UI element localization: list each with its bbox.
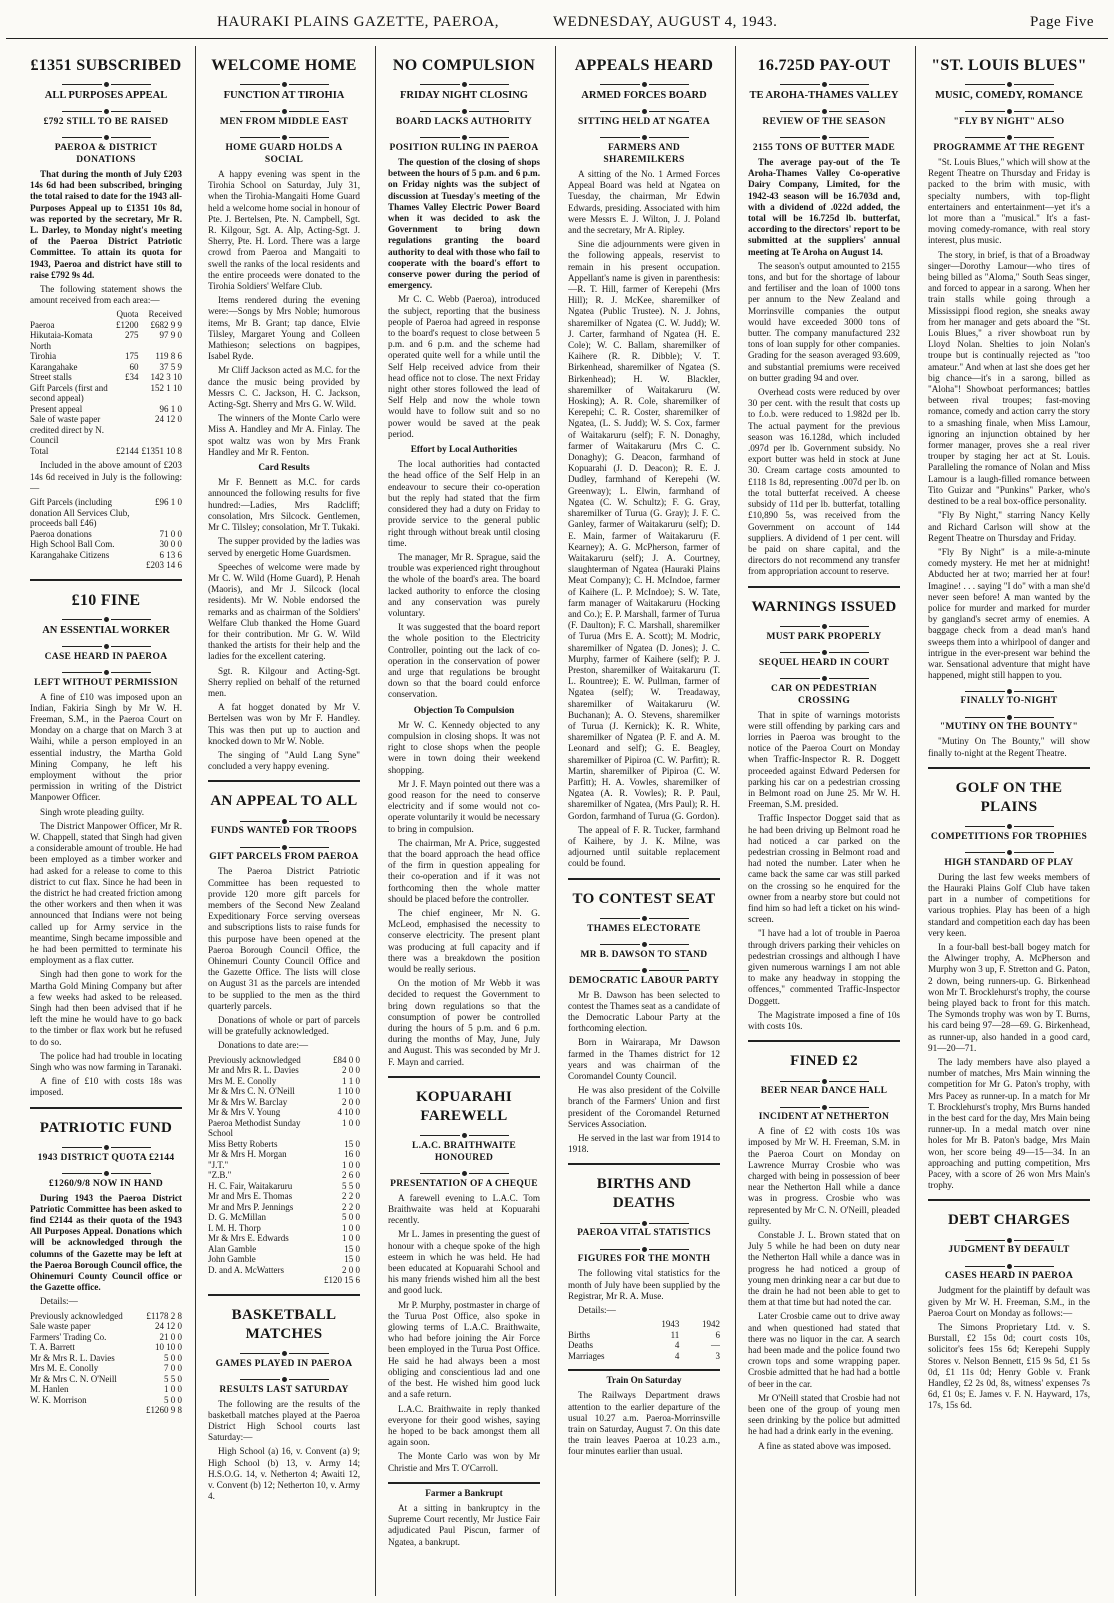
ornament [568, 939, 720, 945]
table-row: Mr and Mrs P. Jennings 2 2 0 [208, 1201, 360, 1212]
ornament [568, 79, 720, 85]
subhead: DEMOCRATIC LABOUR PARTY [568, 975, 720, 986]
ornament [208, 815, 360, 821]
paragraph: High School (a) 16, v. Convent (a) 9; High School (b) 13, v. Army 14; H.S.O.G. 14, v. Netherton 4; Awaiti 12, v. Convent (b) 12; Netherton 10, v. Army 4. [208, 1446, 360, 1502]
headline: DEBT CHARGES [947, 1212, 1071, 1229]
paragraph: Constable J. L. Brown stated that on July 5 while he had been on duty near the Netherton Hall while a dance was in progress he had noticed a group of young men drinking near a car but due to the drain he had not been able to get to them at that time but had noted the car. [748, 1230, 900, 1308]
subhead: FINALLY TO-NIGHT [960, 696, 1058, 707]
subhead: HOME GUARD HOLDS A SOCIAL [225, 143, 343, 165]
table-row: Mr & Mrs V. Young 4 10 0 [208, 1107, 360, 1118]
column-3 [388, 46, 540, 1598]
paragraph: "Fly By Night" is a mile-a-minute comedy mystery. He met her at midnight! Abducted her at two; married her at four! Imagine! . . . saying "I do" with a man she'd never seen before! A man wanted by the police for murder and marked for murder by gangland's secret army of enemies. A baggage check from a dead man's hand sweeps them into a whirlpool of danger and intrigue in the ever-present war behind the war. Sensational adventure that might have happened, might still happen to you. [928, 546, 1090, 681]
paragraph: The singing of "Auld Lang Syne" concluded a very happy evening. [208, 749, 360, 772]
table-row: M. Hanlen 1 0 0 [30, 1384, 182, 1395]
paragraph: The police had had trouble in locating Singh who was now farming in Taranaki. [30, 1050, 182, 1073]
article-separator [208, 1294, 360, 1296]
table-row: High School Ball Com. 30 0 0 [30, 539, 182, 550]
paragraph: "St. Louis Blues," which will show at the Regent Theatre on Thursday and Friday is packed to the brim with music, with specialty numbers, with top-flight entertainers and entertainment—yet it's a lot more than a "musical." It's a fast-moving comedy-romance, with real story interest, plus music. [928, 157, 1090, 246]
subhead: GIFT PARCELS FROM PAEROA [209, 852, 359, 863]
ornament [748, 79, 900, 85]
ornament [748, 621, 900, 627]
subhead: INCIDENT AT NETHERTON [758, 1112, 890, 1123]
table-row: Present appeal 96 1 0 [30, 403, 182, 414]
table-row: D. and A. McWatters 2 0 0 [208, 1264, 360, 1275]
paragraph: Singh wrote pleading guilty. [40, 806, 145, 817]
ornament [30, 667, 182, 673]
ornament [30, 1168, 182, 1174]
ornament [388, 106, 540, 112]
paragraph: "Mutiny On The Bounty," will show finally to-night at the Regent Theatre. [928, 736, 1090, 758]
table-row: I. M. H. Thorp 1 0 0 [208, 1222, 360, 1233]
paragraph: A fat hogget donated by Mr V. Bertelsen was won by Mr F. Handley. This was then put up to auction and knocked down to Mr W. Noble. [208, 702, 360, 746]
paragraph: L.A.C. Braithwaite in reply thanked everyone for their good wishes, saying he hoped to be back amongst them all again soon. [388, 1403, 540, 1448]
paragraph: At a sitting in bankruptcy in the Supreme Court recently, Mr Justice Fair adjudicated Paul Piscun, farmer of Ngatea, a bankrupt. [388, 1502, 540, 1547]
lead-paragraph: That during the month of July £203 14s 6d had been subscribed, bringing the total raised to date for the 1943 all-Purposes Appeal up to £1351 10s 8d, was reported by the secretary, Mr R. L. Darley, to Monday night's meeting of the Paeroa District Patriotic Committee. To attain its quota for 1943, Paeroa and district have still to raise £792 9s 4d. [30, 169, 182, 280]
quota-table: Quota Received Paeroa £1200 £682 9 9 Hikutaia-Komata North 275 97 9 0 Tirohia 175 119 8 6 Karangahake 60 37 5 9 Street stalls £34 142 3 10 Gift Parcels (first and second appeal) 152 1 10 Present appeal 96 1 0 Sale of waste paper credited direct by N. Council 24 12 0 Total £2144 £1351 10 8 [30, 309, 182, 456]
ornament [928, 132, 1090, 138]
paragraph: Singh had then gone to work for the Martha Gold Mining Company but after a few weeks had asked to be released. Singh had then been advised that if he left the mine he would have to go back to the timber or flax work but he refused to do so. [30, 969, 182, 1047]
paragraph: Items rendered during the evening were:—Songs by Mrs Noble; humorous items, Mr B. Grant; tap dance, Elvie Tilsley, Margaret Young and Colleen Mathieson; selections on bagpipes, Isabel Ryde. [208, 295, 360, 362]
paragraph: Sine die adjournments were given in the following appeals, reservist to remain in his present occupation. Appellant's name is given in parenthesis:—R. T. Hill, farmer of Kerepehi (Mrs Hill); R. J. McKee, sharemilker of Ngatea (Public Trustee). N. J. Johns, sharemilker of Ngatea (C. W. Judd); W. J. Carter, farmhand of Ngatea (H. E. Cole); W. C. Ballam, sharemilker of Kaihere (R. R. Dibble); V. T. Birkenhead, sharemilker of Ngatea (S. Birkenhead); H. W. Blackler, sharemilker of Waitakaruru (W. Hosking); A. R. Cole, sharemilker of Kerepehi; C. R. Coster, sharemilker of Ngatea, (L. S. Judd); W. S. Cox, farmer of Waitakaruru (self); F. N. Donaghy, farmer of Waitakaruru (Mrs C. C. Donaghy); G. Deacon, farmhand of Kopuarahi (J. D. Deacon); R. E. J. Dudley, farmhand of Kerepehi (W. Greenway); L. Elwin, farmhand of Ngatea (C. W. Schultz); F. G. Gray, sharemilker of Turua (G. Gray); J. F. C. Ganley, farmer of Waitakaruru (self); D. E. Main, farmer of Waitakaruru (F. Kearney); A. G. McPherson, farmer of Waitakaruru (self); J. A. Courtney, slaughterman of Ngatea (Hauraki Plains Meat Company); C. H. McIndoe, farmer of Kaihere (L. P. McIndoe); S. W. Tate, farm manager of Waitakaruru (Hocking and Co.); E. P. Marshall, farmer of Turua (F. Daulton); F. C. Marshall, sharemilker of Turua (Mrs E. A. Scott); M. Modric, sharemilker of Ngatea (D. Jones); J. C. Murphy, farmer of Kaihere (self); P. J. Preston, sharemilker of Waitakaruru (T. L. Rountree); E. W. Pullman, farmer of Ngatea (self); W. Treadaway, sharemilker of Waitakaruru (W. Buchanan); A. O. Stevens, sharemilker of Turua (J. Kernick); K. R. White, sharemilker of Ngatea (P. F. and A. M. Leonard and self); G. E. Beagley, sharemilker of Pipiroa (C. W. Parfitt); R. Martin, sharemilker of Pipiroa (C. W. Parfitt); H. A. Vowles, sharemilker of Ngatea (A. R. Vowles); R. P. Paul, sharemilker of Ngatea, (Mrs Paul); R. H. Gordon, farmhand of Turua (G. Gordon). [568, 239, 720, 821]
ornament [208, 841, 360, 847]
ornament [388, 132, 540, 138]
ornament [748, 1101, 900, 1107]
paragraph: Mr J. F. Mayn pointed out there was a good reason for the need to conserve electricity and if some would not co-operate voluntarily it would be necessary to bring in compulsion. [388, 778, 540, 834]
subhead: CAR ON PEDESTRIAN CROSSING [771, 683, 877, 706]
ornament [30, 641, 182, 647]
table-row: Tirohia 175 119 8 6 [30, 351, 182, 362]
article-separator [388, 1482, 540, 1484]
table-row: "Z.B." 2 6 0 [208, 1170, 360, 1181]
subhead: LEFT WITHOUT PERMISSION [34, 677, 178, 688]
paragraph: During the last few weeks members of the Hauraki Plains Golf Club have taken part in a number of competitions for various trophies. Play has been of a high standard and competition each day has been very keen. [928, 871, 1090, 938]
paragraph: The Monte Carlo was won by Mr Christie and Mrs T. O'Carroll. [388, 1451, 540, 1473]
column-rule [735, 46, 736, 1596]
paragraph: The chairman, Mr A. Price, suggested that the board approach the head office of the firm in question appealing for their co-operation and if it was not forthcoming then the whole matter should be placed before the controller. [388, 837, 540, 904]
article-separator [568, 1163, 720, 1165]
table-row: Mr and Mrs E. Thomas 2 2 0 [208, 1191, 360, 1202]
paragraph: The lady members have also played a number of matches, Mrs Main winning the competition for Mr G. Paton's trophy, with Mrs Pacey as runner-up. In a match for Mr T. Brocklehurst's trophy, Mrs Burns handed in the best card for the day, Mrs Main being runner-up. In a medal match over nine holes for Mr B. Paton's badge, Mrs Main won, her score being 49—15—34. In an approaching and putting competition, Mrs Pacey, with a score of 26 won Mrs Main's trophy. [928, 1057, 1090, 1191]
paragraph: In a four-ball best-ball bogey match for the Alwinger trophy, A. McPherson and Murphy won 3 up, F. Stretton and G. Paton, 2 down, being runners-up. G. Birkenhead won Mr T. Brocklehurst's trophy, the course being played back to front for this match. The Symonds trophy was won by T. Burns, his card being 97—28—69. G. Birkenhead, as runner-up, also handed in a good card, 91—20—71. [928, 941, 1090, 1053]
ornament [748, 1075, 900, 1081]
headline: WELCOME HOME [211, 57, 357, 74]
paragraph: The manager, Mr R. Sprague, said the trouble was experienced right throughout the whole of the board's area. The board lacked authority to enforce the closing and any conservation was purely voluntary. [388, 551, 540, 618]
ornament [928, 821, 1090, 827]
ornament [748, 132, 900, 138]
table-row: John Gamble 15 0 [208, 1254, 360, 1265]
paragraph: On the motion of Mr Webb it was decided to request the Government to bring down regulations so that the consumption of power be controlled during the hours of 5 p.m. and 6 p.m. during the months of May, June, July and August. This was seconded by Mr J. F. Mayn and carried. [388, 978, 540, 1067]
table-row: Sale of waste paper credited direct by N. Council 24 12 0 [30, 414, 182, 446]
table-row: Gift Parcels (first and second appeal) 152 1 10 [30, 382, 182, 404]
issue-date: WEDNESDAY, AUGUST 4, 1943. [553, 14, 778, 30]
paragraph: A fine as stated above was imposed. [758, 1440, 891, 1451]
headline: TO CONTEST SEAT [572, 890, 716, 907]
table-row: Previously acknowledged £84 0 0 [208, 1054, 360, 1065]
section-subhead: Card Results [258, 462, 310, 473]
subhead: PAEROA & DISTRICT DONATIONS [54, 143, 158, 165]
article-separator [928, 767, 1090, 769]
paragraph: Judgment for the plaintiff by default was given by Mr W. H. Freeman, S.M., in the Paeroa Court on Monday as follows:— [928, 1285, 1090, 1318]
table-row: Mr & Mrs H. Morgan 16 0 [208, 1149, 360, 1160]
subhead: THAMES ELECTORATE [587, 923, 701, 934]
headline: BIRTHS AND DEATHS [596, 1176, 692, 1212]
paragraph: Donations to date are:— [218, 1040, 309, 1051]
headline: £10 FINE [71, 591, 141, 609]
subhead: ARMED FORCES BOARD [581, 90, 707, 101]
headline: PATRIOTIC FUND [39, 1119, 173, 1136]
subhead: FRIDAY NIGHT CLOSING [400, 90, 528, 101]
paragraph: Born in Wairarapa, Mr Dawson farmed in the Thames district for 12 years and was chairman of the Coromandel County Council. [568, 1037, 720, 1082]
headline: APPEALS HEARD [574, 57, 714, 74]
table-row: Sale waste paper 24 12 0 [30, 1321, 182, 1332]
table-row: W. K. Morrison 5 0 0 [30, 1394, 182, 1405]
subhead: MR B. DAWSON TO STAND [580, 949, 708, 960]
masthead [0, 0, 1114, 40]
table-row: Births 11 6 [568, 1329, 720, 1340]
ornament [928, 1234, 1090, 1240]
paragraph: He was also president of the Colville branch of the Farmers' Union and first president of the Coromandel Returned Services Association. [568, 1085, 720, 1129]
paragraph: During 1943 the Paeroa District Patriotic Committee has been asked to find £2144 as their quota of the 1943 All Purposes Appeal. Donations which will be acknowledged through the columns of the Gazette may be left at the Paeroa Borough Council office, the Ohinemuri County Council office or the Gazette office. [30, 1192, 182, 1293]
subhead: CASE HEARD IN PAEROA [44, 651, 168, 662]
paragraph: The Simons Proprietary Ltd. v. S. Burstall, £2 15s 0d; court costs 10s, solicitor's fees 15s 6d; Kerepehi Supply Stores v. Nelson Bennett, £15 9s 5d, £1 5s 0d, £1 11s 0d; Henry Goble v. Frank Handley, £2 2s 0d, 8s, witness' expenses 7s 6d, £1 0s; E. James v. F. N. Hayward, 17s, 17s, 15s 6d. [928, 1322, 1090, 1411]
subhead: FARMERS AND SHAREMILKERS [603, 143, 685, 165]
headline: "ST. LOUIS BLUES" [931, 57, 1087, 74]
headline: £1351 SUBSCRIBED [30, 57, 182, 74]
details-table [30, 1311, 182, 1416]
paragraph: A fine of £10 with costs 18s was imposed. [30, 1076, 182, 1098]
july-table [30, 497, 182, 571]
article-separator [748, 586, 900, 588]
table-row: Paeroa Methodist Sunday School 1 0 0 [208, 1117, 360, 1139]
subhead: SITTING HELD AT NGATEA [578, 117, 710, 127]
headline: BASKETBALL MATCHES [231, 1306, 337, 1342]
table-row: T. A. Barrett 10 10 0 [30, 1342, 182, 1353]
headline: AN APPEAL TO ALL [210, 793, 358, 810]
table-row: Mr & Mrs E. Edwards 1 0 0 [208, 1233, 360, 1244]
paragraph: Speeches of welcome were made by Mr C. W. Wild (Home Guard), P. Henah (Maoris), and Mr J. Silcock (local residents). Mr W. Noble endorsed the remarks and as chairman of the Soldiers' Welfare Club thanked the Home Guard for their contribution. Mr G. W. Wild thanked the artists for their help and the ladies for the excellent catering. [208, 561, 360, 662]
column-5 [748, 46, 900, 1598]
subhead: BOARD LACKS AUTHORITY [395, 117, 533, 127]
table-row: Karangahake 60 37 5 9 [30, 361, 182, 372]
ornament [208, 1374, 360, 1380]
paragraph: The chief engineer, Mr N. G. McLeod, emphasised the necessity to conserve electricity. The present plant was producing at full capacity and if there was a breakdown the position would be really serious. [388, 908, 540, 975]
column-2 [208, 46, 360, 1598]
ornament [30, 79, 182, 85]
paragraph: "I have had a lot of trouble in Paeroa through drivers parking their vehicles on pedestrian crossings and although I have given numerous warnings I am not able to make any headway in stopping the offences," commented Traffic-Inspector Doggett. [748, 928, 900, 1006]
table-row: Paeroa donations 71 0 0 [30, 528, 182, 539]
paragraph: That in spite of warnings motorists were still offending by parking cars and lorries in Paeroa was brought to the notice of the Paeroa Court on Monday when Traffic-Inspector R. R. Doggett proceeded against Edward Pedersen for parking his car on a pedestrian crossing in Belmont road on June 25. Mr W. H. Freeman, S.M. presided. [748, 709, 900, 810]
subhead: HIGH STANDARD OF PLAY [944, 857, 1074, 868]
article-separator [568, 878, 720, 880]
table-row: H. C. Fair, Waitakaruru 5 5 0 [208, 1180, 360, 1191]
paragraph: Mr Cliff Jackson acted as M.C. for the dance the music being provided by Messrs C. C. Jackson, H. C. Jackson, Acting-Sgt. Sherry and Mrs G. W. Wild. [208, 365, 360, 410]
headline: NO COMPULSION [392, 57, 536, 74]
paragraph: A sitting of the No. 1 Armed Forces Appeal Board was held at Ngatea on Tuesday, the chairman, Mr Edwin Edwards, presiding. Associated with him were Messrs E. J. Wilton, J. J. Poland and the secretary, Mr A. Ripley. [568, 169, 720, 236]
table-row: Mrs M. E. Conolly 7 0 0 [30, 1363, 182, 1374]
table-row: Alan Gamble 15 0 [208, 1243, 360, 1254]
paragraph: A happy evening was spent in the Tirohia School on Saturday, July 31, when the Tirohia-Mangaiti Home Guard held a welcome home social in honour of Pte. J. Bertelsen, Pte. N. Campbell, Sgt. R. Kilgour, Sgt. A. Alp, Acting-Sgt. J. Sherry, Pte. H. Lord. There was a large crowd from Paeroa and Mangaiti to swell the ranks of the local residents and the entire proceeds were donated to the Tirohia Soldiers' Welfare Club. [208, 169, 360, 292]
article-separator [388, 1076, 540, 1078]
ornament [568, 965, 720, 971]
table-row: £120 15 6 [324, 1275, 360, 1286]
table-row: D. G. McMillan 5 0 0 [208, 1212, 360, 1223]
subhead: CASES HEARD IN PAEROA [944, 1271, 1074, 1282]
ornament [568, 132, 720, 138]
ornament [30, 1142, 182, 1148]
ornament [928, 1260, 1090, 1266]
vital-statistics-table: 1943 1942 Births 11 6 Deaths 4 — Marriages 4 3 [568, 1319, 720, 1361]
donations-table [208, 1055, 360, 1286]
paragraph: The Magistrate imposed a fine of 10s with costs 10s. [748, 1009, 900, 1031]
column-6 [928, 46, 1090, 1598]
paragraph: Details:— [578, 1305, 616, 1316]
subhead: JUDGMENT BY DEFAULT [948, 1245, 1070, 1256]
paper-title: HAURAKI PLAINS GAZETTE, PAEROA, [217, 14, 500, 30]
subhead: 1943 DISTRICT QUOTA £2144 [37, 1152, 175, 1163]
paragraph: Overhead costs were reduced by over 30 per cent. with the result that costs up to f.o.b. were reduced to 1.982d per lb. The actual payment for the previous season was 16.128d, which included .097d per lb. Government subsidy. No export butter was held in stock at June 30. Cream cartage costs amounted to £118 1s 8d, representing .007d per lb. on the total butterfat received. A cheese subsidy of 11d per lb. butterfat, totalling £10,890 5s, was received from the Government on account of 144 suppliers. A dividend of 1 per cent. will be paid on share capital, and the directors do not recommend any transfer from appropriation account to reserve. [748, 387, 900, 577]
ornament [928, 711, 1090, 717]
table-row: Mrs M. E. Conolly 1 1 0 [208, 1075, 360, 1086]
headline: KOPUARAHI FAREWELL [415, 1088, 513, 1124]
ornament [568, 913, 720, 919]
article-separator [928, 1199, 1090, 1201]
table-row: Mr & Mrs C. N. O'Neill 1 10 0 [208, 1086, 360, 1097]
headline: WARNINGS ISSUED [751, 598, 897, 615]
article-separator [30, 579, 182, 581]
paragraph: The District Manpower Officer, Mr R. W. Chappell, stated that Singh had given a considerable amount of trouble. He had been employed as a timber worker and had asked for a release to come to this district to cut flax. Since he had been in the district he had created friction among the other workers and then when it was announced that Indians were not being called up for Army service in the meantime, Singh became impossible and he had been permitted to terminate his employment as a flax cutter. [30, 820, 182, 966]
subhead: COMPETITIONS FOR TROPHIES [930, 831, 1088, 842]
headline: 16.725D PAY-OUT [757, 57, 891, 74]
paragraph: It was suggested that the board report the whole position to the Electricity Controller, pointing out the lack of co-operation in the conservation of power and urge that regulations be brought down so that the board could enforce conservation. [388, 622, 540, 700]
ornament [208, 106, 360, 112]
lead-paragraph: The question of the closing of shops between the hours of 5 p.m. and 6 p.m. on Friday nights was the subject of discussion at Tuesday's meeting of the Thames Valley Electric Power Board when it was decided to ask the Government to bring down regulations granting the board authority to deal with those who fail to cooperate with the board's effort to conserve power during the period of emergency. [388, 157, 540, 291]
column-4 [568, 46, 720, 1598]
subhead: SEQUEL HEARD IN COURT [758, 657, 890, 668]
paragraph: Sgt. R. Kilgour and Acting-Sgt. Sherry replied on behalf of the returned men. [208, 665, 360, 698]
subhead: £1260/9/8 NOW IN HAND [48, 1178, 164, 1189]
table-row: Mr & Mrs C. N. O'Neill 5 5 0 [30, 1373, 182, 1384]
table-row: Marriages 4 3 [568, 1350, 720, 1361]
paragraph: The local authorities had contacted the head office of the Self Help in an endeavour to secure their co-operation but the reply had stated that the firm considered they had a duty on Friday to provide service to the general public right through without break until closing time. [388, 459, 540, 548]
subhead: BEER NEAR DANCE HALL [760, 1086, 888, 1097]
subhead: "FLY BY NIGHT" ALSO [953, 117, 1065, 127]
table-row: Karangahake Citizens 6 13 6 [30, 549, 182, 560]
column-rule [195, 46, 196, 1596]
ornament [928, 106, 1090, 112]
ornament [748, 647, 900, 653]
subhead: MUSIC, COMEDY, ROMANCE [935, 90, 1083, 101]
ornament [748, 673, 900, 679]
paragraph: Mr B. Dawson has been selected to contest the Thames seat as a candidate of the Democratic Labour Party at the forthcoming election. [568, 989, 720, 1034]
column-1 [30, 46, 182, 1598]
paragraph: A fine of £2 with costs 10s was imposed by Mr W. H. Freeman, S.M. in the Paeroa Court on Monday on Lawrence Murray Crosbie who was charged with being in possession of beer near the Netherton Hall while a dance was in progress. Crosbie who was represented by Mr C. N. O'Neill, pleaded guilty. [748, 1126, 900, 1226]
paragraph: The following are the results of the basketball matches played at the Paeroa District High School courts last Saturday:— [208, 1398, 360, 1443]
article-separator [208, 780, 360, 782]
table-row: Total £2144 £1351 10 8 [30, 445, 182, 456]
paragraph: He served in the last war from 1914 to 1918. [568, 1133, 720, 1155]
paragraph: Included in the above amount of £203 14s 6d received in July is the following:— [30, 460, 182, 493]
subhead: ALL PURPOSES APPEAL [44, 90, 168, 101]
article-separator [30, 1107, 182, 1109]
paragraph: The supper provided by the ladies was served by energetic Home Guardsmen. [208, 536, 360, 558]
table-row: Previously acknowledged £1178 2 8 [30, 1310, 182, 1321]
ornament [30, 614, 182, 620]
article-separator [748, 1040, 900, 1042]
paragraph: The winners of the Monte Carlo were Miss A. Handley and Mr A. Finlay. The spot waltz was won by Mrs Frank Handley and Mr R. Fenton. [208, 413, 360, 457]
table-row: Mr & Mrs R. L. Davies 5 0 0 [30, 1352, 182, 1363]
ornament [928, 847, 1090, 853]
table-row: Miss Betty Roberts 15 0 [208, 1138, 360, 1149]
ornament [208, 132, 360, 138]
paragraph: Mr W. C. Kennedy objected to any compulsion in closing shops. It was not right to close shops when the people were in town doing their weekend shopping. [388, 719, 540, 775]
table-row: £1260 9 8 [146, 1405, 182, 1416]
paragraph: A fine of £10 was imposed upon an Indian, Fakiria Singh by Mr W. H. Freeman, S.M., in the Paeroa Court on Monday on a charge that on March 3 at Waihi, while a person employed in an essential industry, the Martha Gold Mining Company, he left his employment without the prior permission in writing of the District Manpower Officer. [30, 691, 182, 803]
table-row: Hikutaia-Komata North 275 97 9 0 [30, 330, 182, 351]
table-row: Paeroa £1200 £682 9 9 [30, 319, 182, 330]
paragraph: Mr C. C. Webb (Paeroa), introduced the subject, reporting that the business people of Paeroa had agreed in response to the board's request to close between 5 p.m. and 6 p.m. and the scheme had operated quite well for a while until the Self Help received advice from their head office not to close. The next Friday night other stores followed the lead of Self Help and now the whole town would have to follow suit and so no power would be saved at the peak period. [388, 294, 540, 439]
page-number: Page Five [1030, 14, 1095, 30]
table-row: £203 14 6 [146, 560, 182, 571]
subhead: L.A.C. BRAITHWAITE HONOURED [411, 1140, 517, 1163]
ornament [388, 1130, 540, 1136]
paragraph: The appeal of F. R. Tucker, farmhand of Kaihere, by J. K. Milne, was adjourned until suitable replacement could be found. [568, 824, 720, 869]
paragraph: The story, in brief, is that of a Broadway singer—Dorothy Lamour—who tires of being billed as "Aloma," South Seas singer, and forced to appear in a sarong. When her train stalls while going through a Mississippi flood region, she sneaks away from her manager and gets aboard the "St. Louis Blues," a river showboat run by Lloyd Nolan. Shelties to join Nolan's troupe but is continually rejected as "too amateur." And when at last she does get her big chance—it's in a sarong, billed as "Aloha"! Showboat performances; battles between rival troupes; fast-moving romance, comedy and action carry the story to a smashing finale, when Miss Lamour, ignoring an injunction obtained by her former manager, proves she a real river trouper by staging her act at St. Louis. Paralleling the romance of Nolan and Miss Lamour is a laugh-filled romance between Tito Guizar and "Punkins" Parker, who's destined to be a real box-office personality. [928, 249, 1090, 507]
ornament [388, 1168, 540, 1174]
table-row: Mr & Mrs W. Barclay 2 0 0 [208, 1096, 360, 1107]
table-row: "J.T." 1 0 0 [208, 1159, 360, 1170]
section-subhead: Effort by Local Authorities [410, 444, 518, 455]
paragraph: The Paeroa District Patriotic Committee has been requested to provide 120 more gift parcels for members of the Second New Zealand Expeditionary Force serving overseas and subscriptions lists to raise funds for this purpose have been opened at the Paeroa Borough Council Office, the Ohinemuri County Council Office and the Gazette Office. The lists will close on August 31 as the parcels are intended to be supplied to the men as the third quarterly parcels. [208, 866, 360, 1011]
masthead-rule [6, 38, 1108, 39]
ornament [928, 685, 1090, 691]
table-row: Gift Parcels (including donation All Services Club, proceeds ball £46) £96 1 0 [30, 497, 182, 529]
subhead: PROGRAMME AT THE REGENT [933, 143, 1085, 153]
lead-paragraph: The average pay-out of the Te Aroha-Thames Valley Co-operative Dairy Company, Limited, for the 1942-43 season will be 16.703d and, with a dividend of .022d added, the total will be 16.725d lb. butterfat, according to the directors' report to be submitted at the suppliers' annual meeting at Te Aroha on August 14. [748, 157, 900, 257]
subhead: £792 STILL TO BE RAISED [43, 117, 169, 127]
paragraph: Traffic Inspector Dogget said that as he had been driving up Belmont road he had noticed a car parked on the pedestrian crossing in Belmont road and had noted the number. Later when he came back the same car was still parked on the crossing so he enquired for the owner from a nearby store but could not find him so had left a ticket on his wind-screen. [748, 813, 900, 925]
subhead: "MUTINY ON THE BOUNTY" [939, 722, 1079, 733]
ornament [568, 106, 720, 112]
section-subhead: Train On Saturday [606, 1375, 682, 1386]
subhead: PAEROA VITAL STATISTICS [577, 1228, 711, 1239]
column-rule [915, 46, 916, 1596]
paragraph: The following statement shows the amount received from each area:— [30, 284, 182, 306]
subhead: GAMES PLAYED IN PAEROA [215, 1358, 353, 1369]
paragraph: A farewell evening to L.A.C. Tom Braithwaite was held at Kopuarahi recently. [388, 1192, 540, 1226]
subhead: FIGURES FOR THE MONTH [577, 1254, 711, 1265]
subhead: FUNDS WANTED FOR TROOPS [210, 826, 358, 837]
subhead: POSITION RULING IN PAEROA [389, 143, 539, 153]
table-row: Farmers' Trading Co. 21 0 0 [30, 1331, 182, 1342]
paragraph: Details:— [40, 1296, 78, 1307]
ornament [208, 79, 360, 85]
ornament [30, 106, 182, 112]
subhead: AN ESSENTIAL WORKER [42, 624, 170, 636]
ornament [388, 79, 540, 85]
section-subhead: Objection To Compulsion [413, 704, 515, 715]
headline: GOLF ON THE PLAINS [955, 779, 1063, 815]
paragraph: The following vital statistics for the month of July have been supplied by the Registrar, Mr R. A. Muse. [568, 1268, 720, 1301]
ornament [568, 1243, 720, 1249]
paragraph: Mr P. Murphy, postmaster in charge of the Turua Post Office, also spoke in glowing terms of L.A.C. Braithwaite, who had before joining the Air Force been employed in the Turua Post Office. He said he had always been a most obliging and conscientious lad and one of the best. He wished him good luck and a safe return. [388, 1299, 540, 1400]
table-row: Deaths 4 — [568, 1340, 720, 1351]
table-row: Mr and Mrs R. L. Davies 2 0 0 [208, 1065, 360, 1076]
subhead: TE AROHA-THAMES VALLEY [749, 90, 899, 101]
ornament [208, 1348, 360, 1354]
headline: FINED £2 [790, 1053, 858, 1070]
ornament [568, 1217, 720, 1223]
ornament [30, 132, 182, 138]
paragraph: Mr L. James in presenting the guest of honour with a cheque spoke of the high esteem in which he was held. He had been educated at Kopuarahi School and his many friends wished him all the best and good luck. [388, 1229, 540, 1296]
ornament [748, 106, 900, 112]
paragraph: Later Crosbie came out to drive away and when questioned had stated that there was no liquor in the car. A search had been made and the police found two crown tops and some wrapping paper. Crosbie admitted that he had had a bottle of beer in the car. [748, 1311, 900, 1389]
section-subhead: Farmer a Bankrupt [425, 1487, 503, 1498]
ornament [928, 79, 1090, 85]
subhead: REVIEW OF THE SEASON [762, 117, 886, 127]
article-separator [568, 1369, 720, 1371]
table-row: Street stalls £34 142 3 10 [30, 372, 182, 383]
paragraph: The season's output amounted to 2155 tons, and but for the shortage of labour and fertiliser and the loan of 1000 tons per annum to the New Zealand and Morrinsville companies the output would have exceeded 3000 tons of butter. The company manufactured 232 tons of loan supply for other companies. Grading for the season averaged 93.609, and substantial premiums were received on butter grading 94 and over. [748, 260, 900, 383]
subhead: RESULTS LAST SATURDAY [219, 1384, 349, 1395]
subhead: FUNCTION AT TIROHIA [223, 90, 345, 101]
column-rule [375, 46, 376, 1596]
subhead: 2155 TONS OF BUTTER MADE [752, 143, 896, 153]
column-rule [555, 46, 556, 1596]
paragraph: Mr F. Bennett as M.C. for cards announced the following results for five hundred:—Ladies, Mrs Radcliff; consolation, Mrs Silcock. Gentlemen, Mr C. Tilsley; consolation, Mr T. Tukaki. [208, 477, 360, 533]
paragraph: Mr O'Neill stated that Crosbie had not been one of the group of young men seen drinking by the police but admitted he had had a drink early in the evening. [748, 1392, 900, 1437]
subhead: PRESENTATION OF A CHEQUE [390, 1178, 538, 1189]
subhead: MEN FROM MIDDLE EAST [219, 117, 349, 127]
paragraph: The Railways Department draws attention to the earlier departure of the usual 10.27 a.m. Paeroa-Morrinsville train on Saturday, August 7. On this date the train leaves Paeroa at 10.23 a.m., four minutes earlier than usual. [568, 1390, 720, 1457]
subhead: MUST PARK PROPERLY [766, 631, 882, 642]
paragraph: "Fly By Night," starring Nancy Kelly and Richard Carlson will show at the Regent Theatre on Thursday and Friday. [928, 510, 1090, 543]
paragraph: Donations of whole or part of parcels will be gratefully acknowledged. [208, 1015, 360, 1037]
